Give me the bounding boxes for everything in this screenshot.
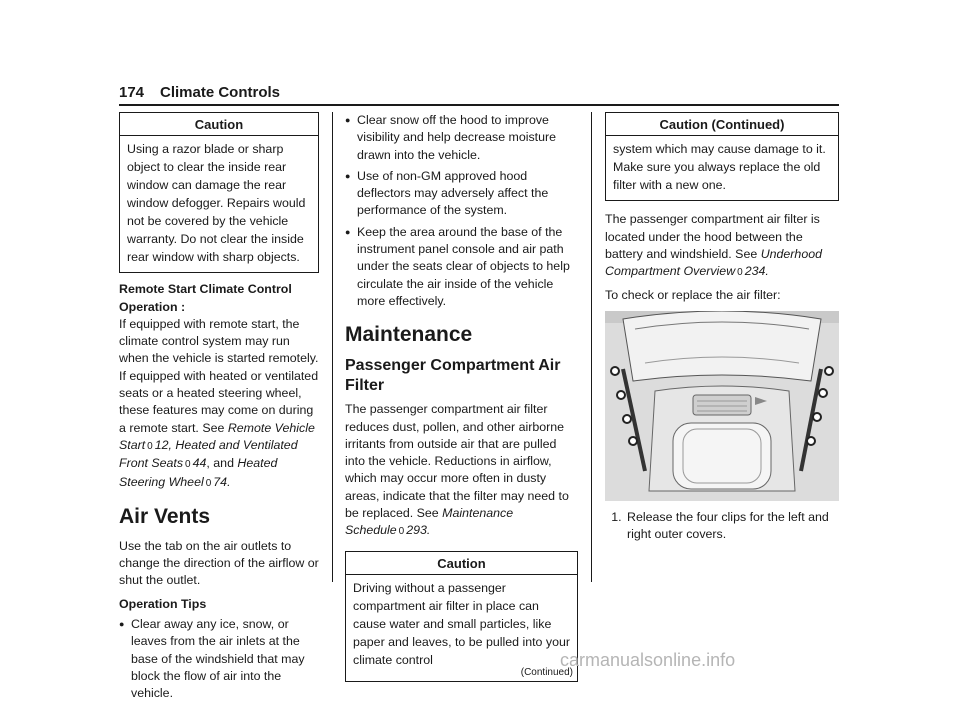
steps-list	[605, 509, 839, 544]
caution-title: Caution	[120, 113, 318, 136]
caution-box	[345, 551, 578, 682]
list-item: ● Clear snow off the hood to improve visibility and help decrease moisture drawn into the vehicle.	[345, 112, 578, 164]
ref-page-link[interactable]: 12,	[154, 437, 172, 452]
column-divider-2	[591, 112, 592, 582]
ref-page-link[interactable]: 74.	[213, 474, 231, 489]
air-vents-text: Use the tab on the air outlets to change the direction of the airflow or shut the outlet.	[119, 538, 319, 588]
caution-body: Driving without a passenger compartment air filter in place can cause water and small particles, like paper and leaves, to be pulled into your climate control	[353, 580, 570, 667]
ref-page-link[interactable]: 234.	[744, 264, 769, 279]
caution-box-continued	[605, 112, 839, 201]
tips-list-continued	[345, 112, 578, 310]
list-item: ● Use of non-GM approved hood deflectors may adversely affect the performance of the system.	[345, 168, 578, 220]
air-filter-text: The passenger compartment air filter reduces dust, pollen, and other airborne irritants from outside air that are pulled into the vehicle. Reductions in airflow, which may occur more often in dusty areas, indicate that the filter may need to be replaced. See Maintenance Schedule 0 293.	[345, 402, 569, 538]
ref-arrow-icon: 0	[205, 477, 212, 489]
caution-title: Caution (Continued)	[606, 113, 838, 136]
section-title: Climate Controls	[160, 84, 281, 101]
caution-title: Caution	[346, 552, 577, 575]
ref-remote-vehicle-start[interactable]: Remote Vehicle Start	[119, 420, 315, 452]
caution-box	[119, 112, 319, 273]
ref-underhood-overview[interactable]: Underhood Compartment Overview	[605, 246, 822, 279]
list-item: ● Keep the area around the base of the instrument panel console and air path under the seats clear of objects to help circulate the air inside of the vehicle more effectively.	[345, 224, 578, 310]
ref-heated-steering-wheel[interactable]: Heated Steering Wheel	[119, 456, 278, 489]
ref-arrow-icon: 0	[737, 267, 743, 279]
ref-arrow-icon: 0	[147, 440, 153, 452]
front-trunk-illustration	[605, 311, 839, 501]
continued-label: (Continued)	[520, 666, 573, 678]
air-filter-heading: Passenger Compartment Air Filter	[345, 357, 561, 395]
ref-arrow-icon: 0	[185, 459, 191, 471]
list-item: ● Clear away any ice, snow, or leaves from the air inlets at the base of the windshield that may block the flow of air into the vehicle.	[119, 616, 319, 702]
ref-page-link[interactable]: 293.	[406, 523, 431, 538]
ref-heated-seats[interactable]: Heated and Ventilated Front Seats	[119, 437, 298, 471]
caution-body: system which may cause damage to it. Make sure you always replace the old filter with a new one.	[613, 142, 826, 193]
ref-arrow-icon: 0	[398, 526, 405, 538]
list-item: 1. Release the four clips for the left and right outer covers.	[625, 509, 839, 544]
ref-maintenance-schedule[interactable]: Maintenance Schedule	[345, 506, 514, 538]
check-filter-text: To check or replace the air filter:	[605, 288, 781, 303]
column-2	[345, 112, 578, 690]
caution-body: Using a razor blade or sharp object to clear the inside rear window can damage the rear window defogger. Repairs would not be covered by the vehicle warranty. Do not clear the inside rear window with sharp objects.	[127, 142, 306, 265]
maintenance-heading: Maintenance	[345, 323, 473, 347]
air-vents-heading: Air Vents	[119, 504, 211, 528]
tips-list	[119, 616, 319, 702]
ref-page-link[interactable]: 44	[192, 456, 207, 471]
header-rule	[119, 104, 839, 106]
remote-start-heading: Remote Start Climate Control Operation :	[119, 282, 292, 314]
column-divider-1	[332, 112, 333, 582]
operation-tips-heading: Operation Tips	[119, 596, 207, 611]
filter-location-text: The passenger compartment air filter is located under the hood between the battery and windshield. See Underhood Compartment Overview 0 234.	[605, 212, 822, 279]
column-3	[605, 112, 839, 543]
watermark: carmanualsonline.info	[560, 650, 736, 670]
front-trunk-illustration-svg	[605, 311, 839, 501]
remote-start-text: If equipped with remote start, the climate control system may run when the vehicle is started remotely. If equipped with heated or ventilated seats or a heated steering wheel, these features may come on during a remote start. See Remote Vehicle Start 0 12, Heated and Ventilated Front Seats 0 44, and Heated Steering Wheel 0 74.	[119, 316, 319, 489]
page-number: 174	[119, 84, 145, 101]
column-1	[119, 112, 319, 709]
